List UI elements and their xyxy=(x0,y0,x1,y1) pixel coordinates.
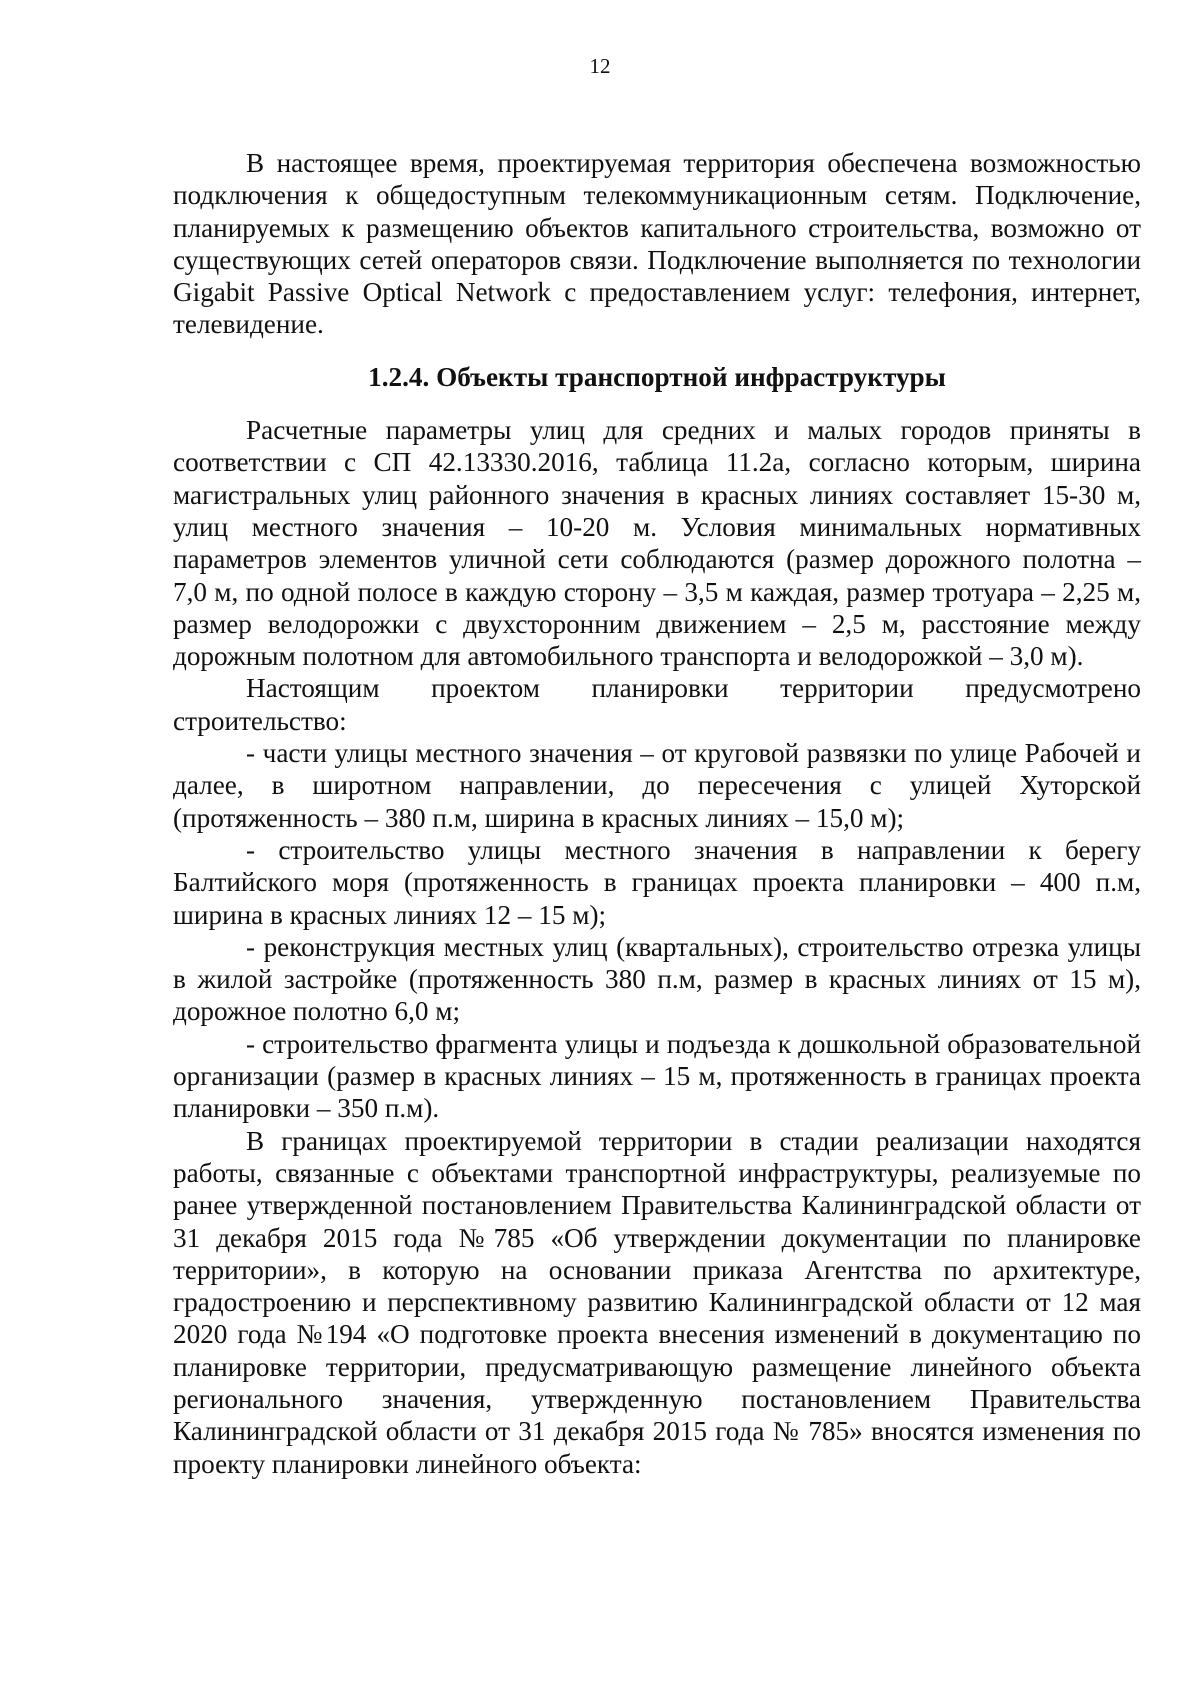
page-number: 12 xyxy=(589,54,611,78)
paragraph-ongoing-works: В границах проектируемой территории в стадии реализации находятся работы, связанные с объектами транспортной инфраструктуры, реализуемые по ранее утвержденной постановлением Правительства Калининградской области от 31 декабря 2015 года №785 «Об утверждении документации по планировке территории», в которую на основании приказа Агентства по архитектуре, градостроению и перспективному развитию Калининградской области от 12 мая 2020 года №194 «О подготовке проекта внесения изменений в документацию по планировке территории, предусматривающую размещение линейного объекта регионального значения, утвержденную постановлением Правительства Калининградской области от 31 декабря 2015 года № 785» вносятся изменения по проекту планировки линейного объекта: xyxy=(173,1125,1141,1479)
paragraph-construction-intro: Настоящим проектом планировки территории предусмотрено строительство: xyxy=(173,673,1141,736)
paragraph-street-parameters: Расчетные параметры улиц для средних и малых городов приняты в соответствии с СП 42.13330.2016, таблица 11.2а, согласно которым, ширина магистральных улиц районного значения в красных линиях составляет 15-30 м, улиц местного значения – 10-20 м. Условия минимальных нормативных параметров элементов уличной сети соблюдаются (размер дорожного полотна – 7,0 м, по одной полосе в каждую сторону – 3,5 м каждая, размер тротуара – 2,25 м, размер велодорожки с двухсторонним движением – 2,5 м, расстояние между дорожным полотном для автомобильного транспорта и велодорожкой – 3,0 м). xyxy=(173,415,1141,672)
document-body xyxy=(173,147,1141,1480)
list-item-street-to-coast: - строительство улицы местного значения в направлении к берегу Балтийского моря (протяженность в границах проекта планировки – 400 п.м, ширина в красных линиях 12 – 15 м); xyxy=(173,834,1141,930)
list-item-reconstruction: - реконструкция местных улиц (квартальных), строительство отрезка улицы в жилой застройке (протяженность 380 п.м, размер в красных линиях от 15 м), дорожное полотно 6,0 м; xyxy=(173,931,1141,1027)
list-item-kindergarten-access: - строительство фрагмента улицы и подъезда к дошкольной образовательной организации (размер в красных линиях – 15 м, протяженность в границах проекта планировки – 350 п.м). xyxy=(173,1028,1141,1124)
section-heading: 1.2.4. Объекты транспортной инфраструктуры xyxy=(368,361,946,392)
intro-paragraph: В настоящее время, проектируемая территория обеспечена возможностью подключения к общедоступным телекоммуникационным сетям. Подключение, планируемых к размещению объектов капитального строительства, возможно от существующих сетей операторов связи. Подключение выполняется по технологии Gigabit Passive Optical Network с предоставлением услуг: телефония, интернет, телевидение. xyxy=(173,148,1141,340)
list-item-local-street: - части улицы местного значения – от круговой развязки по улице Рабочей и далее, в широтном направлении, до пересечения с улицей Хуторской (протяженность – 380 п.м, ширина в красных линиях – 15,0 м); xyxy=(173,738,1141,833)
